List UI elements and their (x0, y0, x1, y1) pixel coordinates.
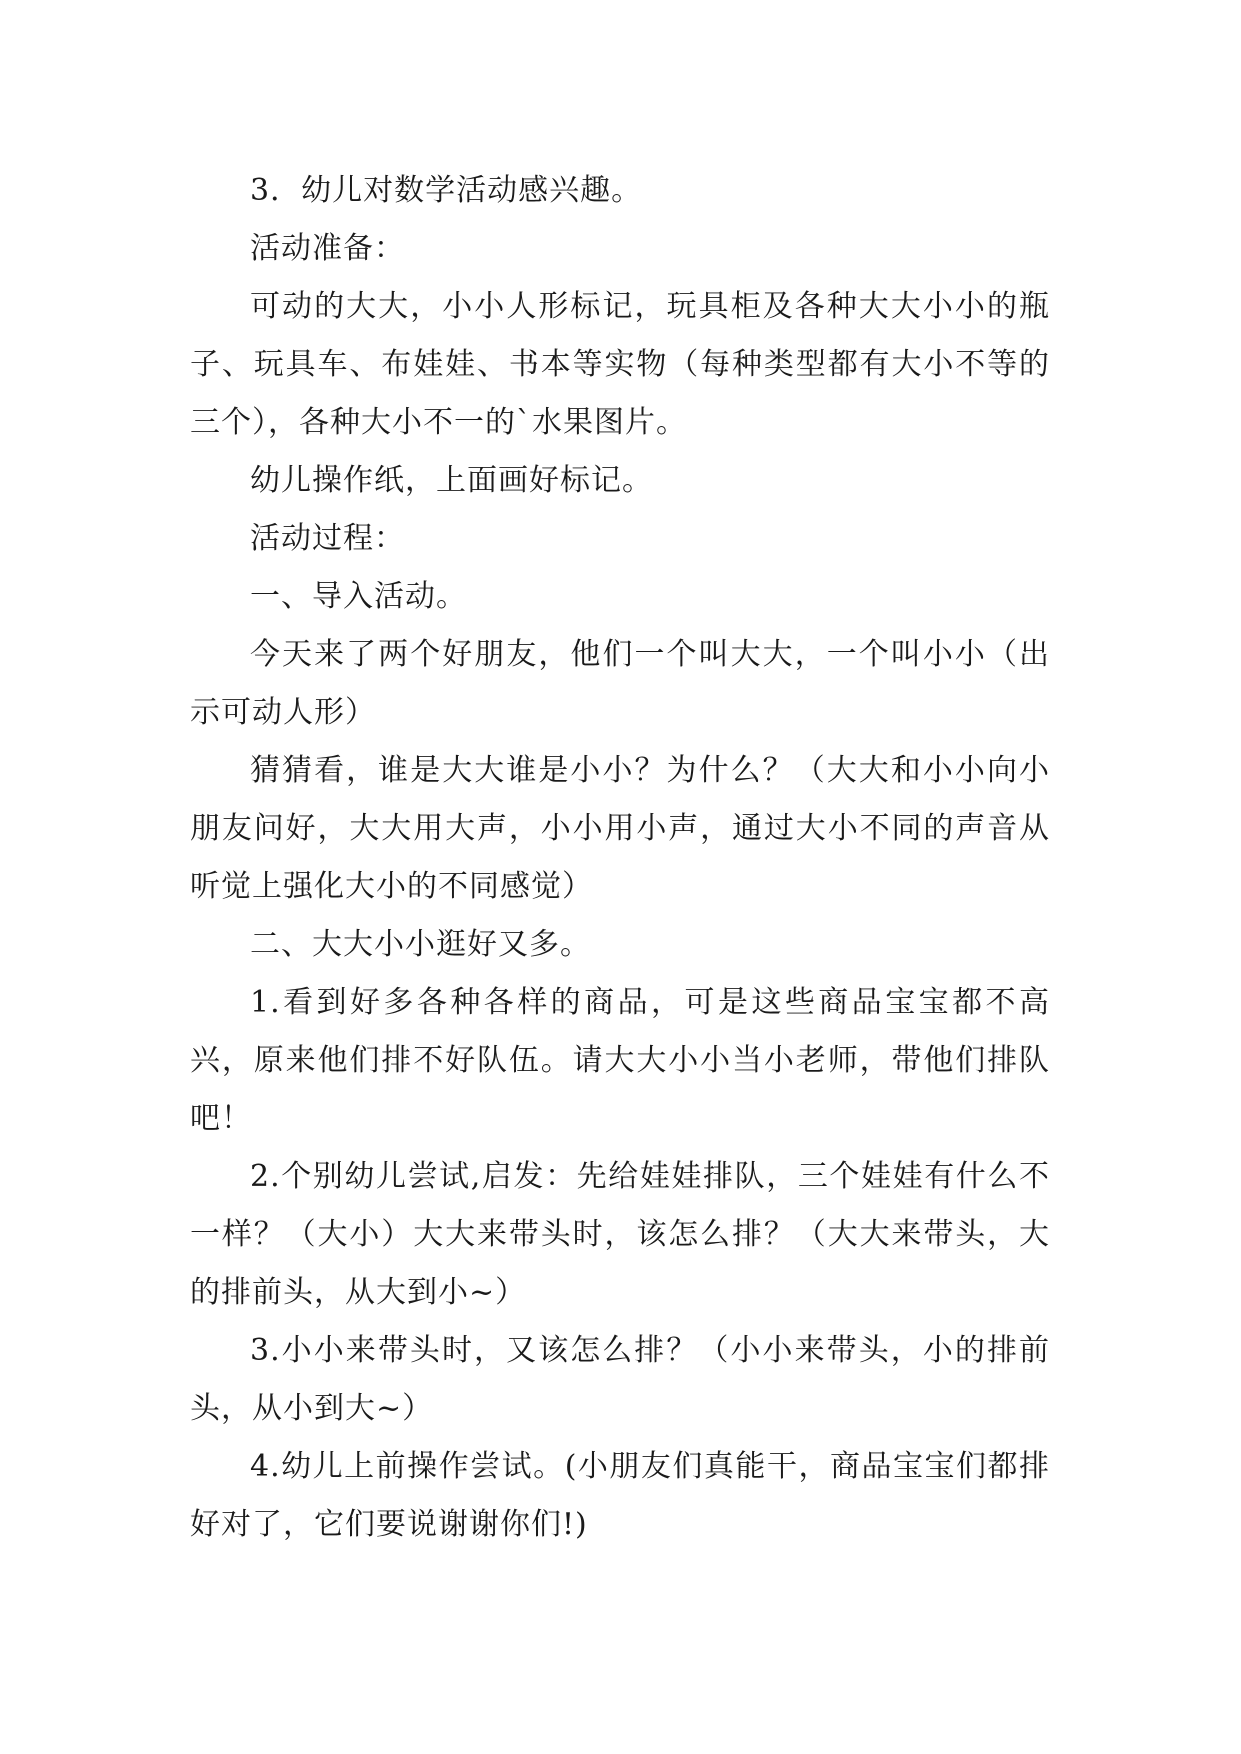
paragraph-item-4: 4.幼儿上前操作尝试。(小朋友们真能干，商品宝宝们都排好对了，它们要说谢谢你们!) (190, 1449, 1050, 1542)
paragraph-item-3: 3.小小来带头时，又该怎么排？（小小来带头，小的排前头，从小到大~） (190, 1333, 1050, 1426)
paragraph-process-heading: 活动过程： (250, 521, 405, 556)
document-body (190, 162, 1050, 1554)
paragraph-item-1: 1.看到好多各种各样的商品，可是这些商品宝宝都不高兴，原来他们排不好队伍。请大大小小当小老师，带他们排队吧！ (190, 985, 1050, 1136)
paragraph-item-2: 2.个别幼儿尝试,启发：先给娃娃排队，三个娃娃有什么不一样？（大小）大大来带头时，该怎么排？（大大来带头，大的排前头，从大到小~） (190, 1159, 1050, 1310)
paragraph-step-two-heading: 二、大大小小逛好又多。 (250, 927, 591, 962)
paragraph-step-one-heading: 一、导入活动。 (250, 579, 467, 614)
paragraph-goal-3: 3．幼儿对数学活动感兴趣。 (250, 173, 643, 208)
paragraph-materials: 可动的大大，小小人形标记，玩具柜及各种大大小小的瓶子、玩具车、布娃娃、书本等实物（每种类型都有大小不等的三个），各种大小不一的`水果图片。 (190, 289, 1050, 440)
paragraph-worksheet: 幼儿操作纸，上面画好标记。 (250, 463, 653, 498)
paragraph-guess: 猜猜看，谁是大大谁是小小？为什么？（大大和小小向小朋友问好，大大用大声，小小用小声，通过大小不同的声音从听觉上强化大小的不同感觉） (190, 753, 1050, 904)
paragraph-preparation-heading: 活动准备： (250, 231, 405, 266)
paragraph-introduction: 今天来了两个好朋友，他们一个叫大大，一个叫小小（出示可动人形） (190, 637, 1050, 730)
